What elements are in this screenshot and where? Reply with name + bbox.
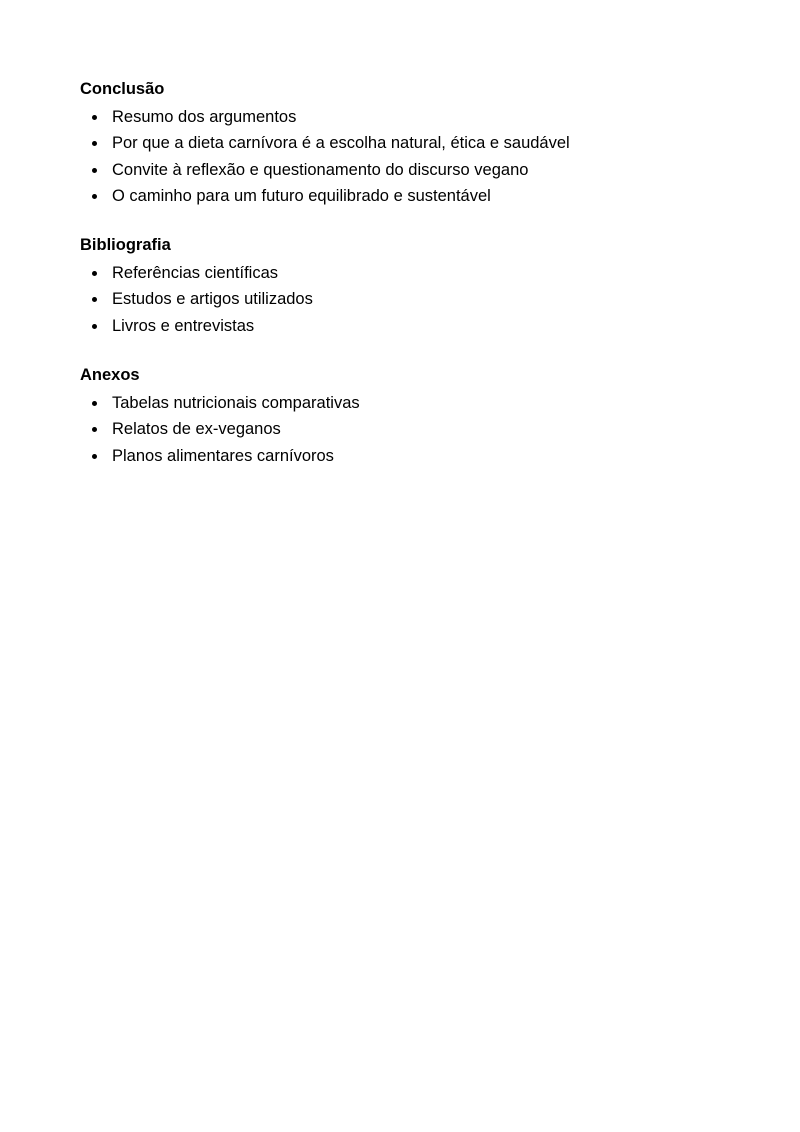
document-page xyxy=(80,78,720,494)
list-item-text: O caminho para um futuro equilibrado e sustentável xyxy=(112,186,491,205)
list-item-text: Referências científicas xyxy=(112,264,278,283)
bullet-icon xyxy=(92,115,97,120)
bullet-icon xyxy=(92,141,97,146)
section-anexos xyxy=(80,364,720,469)
bullet-icon xyxy=(92,454,97,459)
list-item-text: Relatos de ex-veganos xyxy=(112,420,281,439)
section-conclusao xyxy=(80,78,720,209)
list-item xyxy=(80,286,720,312)
bullet-icon xyxy=(92,168,97,173)
list-item-text: Convite à reflexão e questionamento do discurso vegano xyxy=(112,160,529,179)
list-item-text: Livros e entrevistas xyxy=(112,316,255,335)
list-item-text: Tabelas nutricionais comparativas xyxy=(112,394,360,413)
bullet-icon xyxy=(92,427,97,432)
bullet-icon xyxy=(92,401,97,406)
bullet-icon xyxy=(92,194,97,199)
bullet-icon xyxy=(92,297,97,302)
section-heading: Anexos xyxy=(80,366,140,385)
list-item xyxy=(80,390,720,416)
list-item xyxy=(80,157,720,183)
list-item xyxy=(80,416,720,442)
list-item xyxy=(80,183,720,209)
list-item-text: Por que a dieta carnívora é a escolha natural, ética e saudável xyxy=(112,134,570,153)
bullet-icon xyxy=(92,324,97,329)
list-item xyxy=(80,104,720,130)
section-heading: Bibliografia xyxy=(80,236,171,255)
bullet-list xyxy=(80,104,720,209)
list-item xyxy=(80,313,720,339)
list-item-text: Estudos e artigos utilizados xyxy=(112,290,313,309)
section-bibliografia xyxy=(80,234,720,339)
list-item-text: Planos alimentares carnívoros xyxy=(112,446,334,465)
list-item xyxy=(80,260,720,286)
list-item-text: Resumo dos argumentos xyxy=(112,108,297,126)
bullet-list xyxy=(80,390,720,469)
bullet-icon xyxy=(92,271,97,276)
list-item xyxy=(80,443,720,469)
list-item xyxy=(80,130,720,156)
section-heading: Conclusão xyxy=(80,80,165,98)
bullet-list xyxy=(80,260,720,339)
